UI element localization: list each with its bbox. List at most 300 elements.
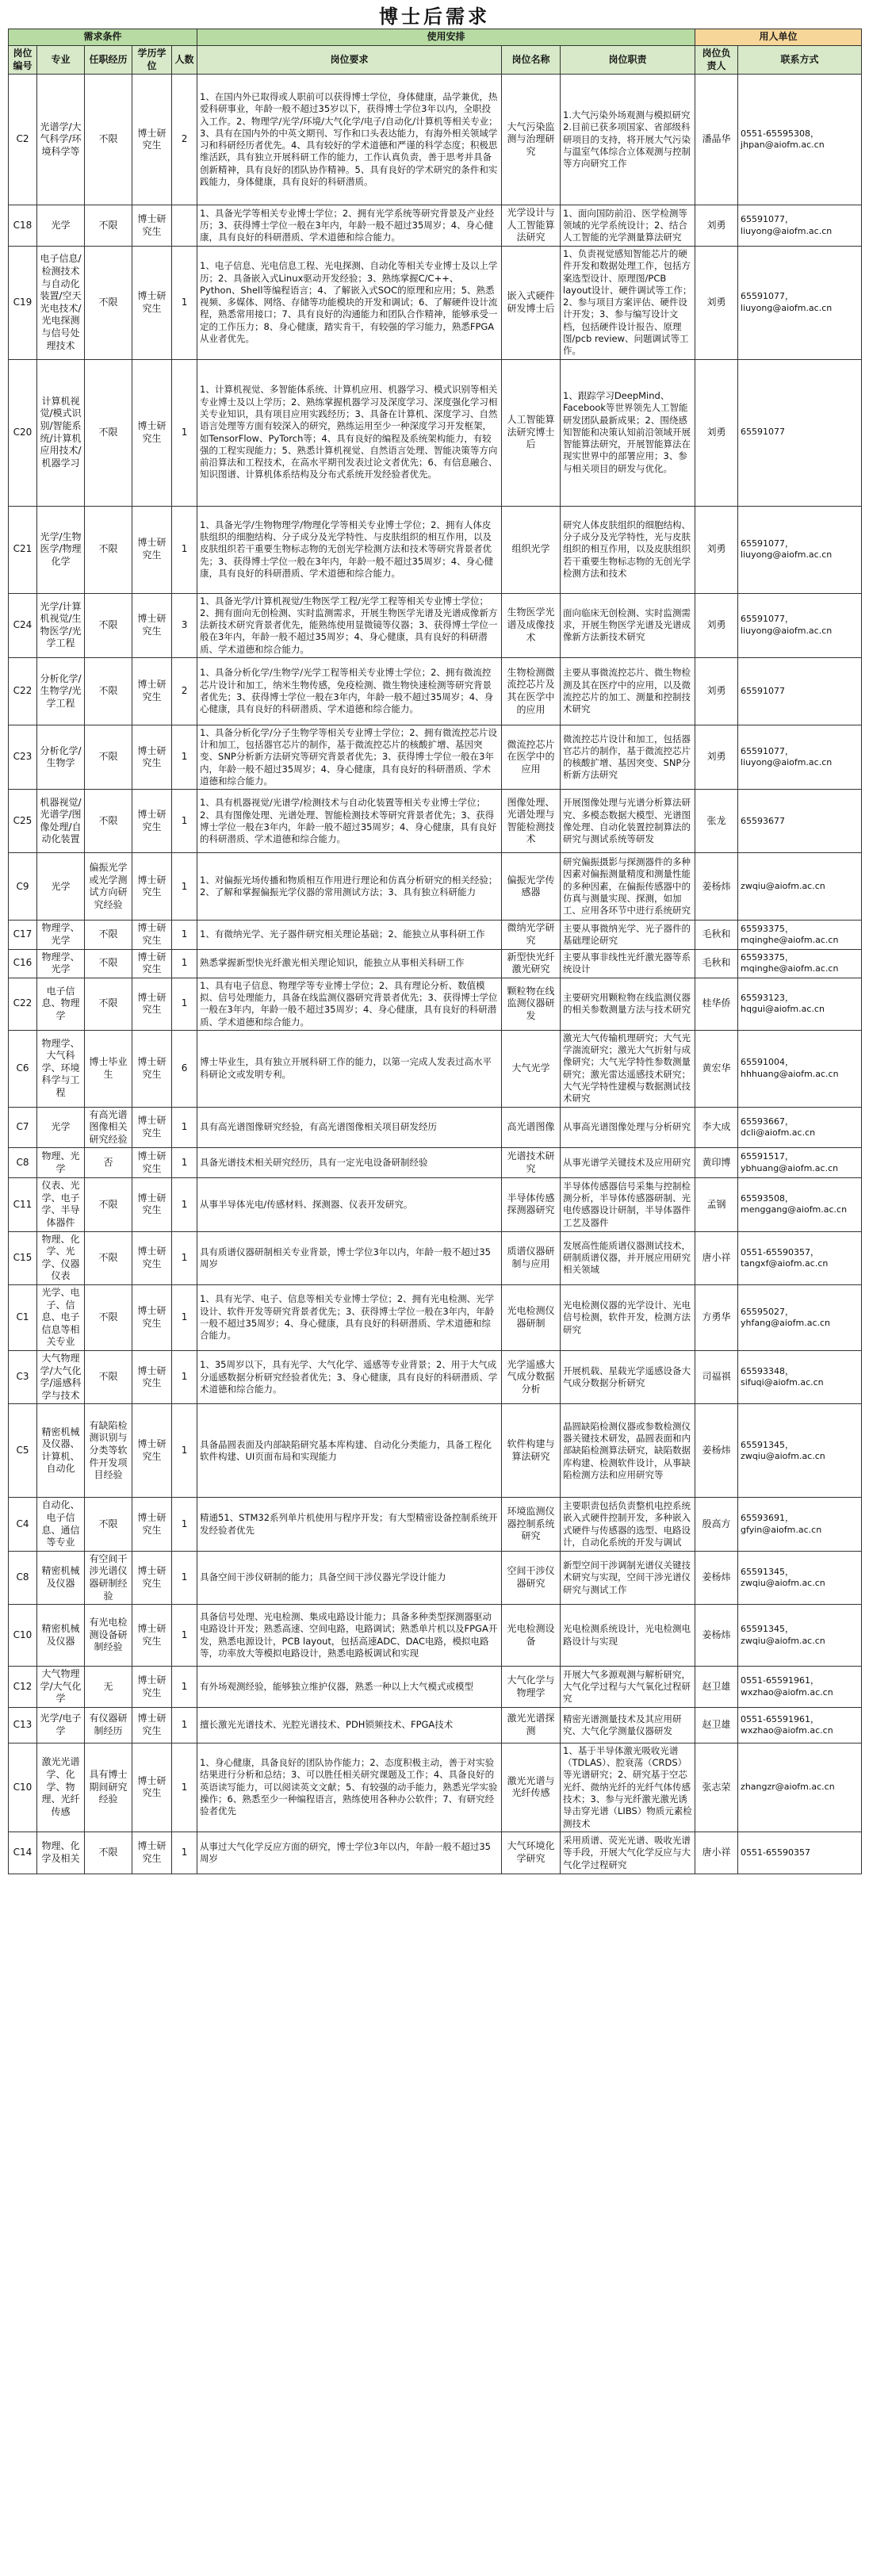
row-contact: 0551-65590357，tangxf@aiofm.ac.cn <box>738 1231 862 1284</box>
row-experience: 博士毕业生 <box>85 1030 132 1107</box>
row-duties: 光电检测仪器的光学设计、光电信号检测，软件开发，检测方法研究 <box>561 1285 695 1351</box>
row-degree: 博士研究生 <box>132 1030 172 1107</box>
row-major: 物理学、大气科学、环境科学与工程 <box>37 1030 85 1107</box>
row-duties: 1、面向国防前沿、医学检测等领域的光学系统设计；2、结合人工智能的光学测量算法研究 <box>561 205 695 247</box>
col-degree-header: 学历学位 <box>132 46 172 75</box>
header-group-unit: 用人单位 <box>695 29 862 46</box>
row-contact: 65591345，zwqiu@aiofm.ac.cn <box>738 1605 862 1667</box>
row-contact: 65593348，sifuqi@aiofm.ac.cn <box>738 1351 862 1404</box>
table-row <box>9 1178 862 1231</box>
row-requirements: 1、有微纳光学、光子器件研究相关理论基础；2、能独立从事科研工作 <box>197 921 502 949</box>
row-code: C10 <box>9 1743 37 1832</box>
row-requirements: 1、在国内外已取得或人职前可以获得博士学位，身体健康，品学兼优，热爱科研事业，年龄一般不超过35岁以下，获得博士学位3年以内，全职投入工作。2、物理学/光学/环境/大气化学/电子/自动化/计算机等相关专业；3、具有在国内外的中英文期刊、写作和口头表达能力，有海外相关领域学习和科研经历者优先。4、具有较好的学术道德和严谨的科学态度；积极思维活跃，具有独立开展科研工作的能力，工作认真负责，善于思考并具备创新精神，具有良好的团队协作精神。5、具有良好的学术研究的条件和实践能力，身体健康，具有良好的科研潜质。 <box>197 75 502 205</box>
row-post-name: 生物检测微流控芯片及其在医学中的应用 <box>502 657 561 725</box>
row-count: 1 <box>172 1551 197 1604</box>
row-degree: 博士研究生 <box>132 1178 172 1231</box>
row-experience: 不限 <box>85 359 132 506</box>
row-count: 1 <box>172 1351 197 1404</box>
row-count: 6 <box>172 1030 197 1107</box>
row-code: C7 <box>9 1107 37 1148</box>
row-count: 1 <box>172 1231 197 1284</box>
col-code-header: 岗位编号 <box>9 46 37 75</box>
col-duties-header: 岗位职责 <box>561 46 695 75</box>
col-leader-header: 岗位负责人 <box>695 46 738 75</box>
row-count: 1 <box>172 246 197 359</box>
row-contact: 65593691，gfyin@aiofm.ac.cn <box>738 1498 862 1551</box>
row-requirements: 具备空间干涉仪研制的能力；具备空间干涉仪器光学设计能力 <box>197 1551 502 1604</box>
row-contact: 65591077 <box>738 359 862 506</box>
document-page <box>8 5 861 1874</box>
row-degree: 博士研究生 <box>132 1404 172 1498</box>
row-requirements: 精通51、STM32系列单片机使用与程序开发；有大型精密设备控制系统开发经验者优先 <box>197 1498 502 1551</box>
row-degree: 博士研究生 <box>132 921 172 949</box>
row-contact: 65591077，liuyong@aiofm.ac.cn <box>738 725 862 789</box>
row-count: 1 <box>172 725 197 789</box>
row-leader: 刘勇 <box>695 205 738 247</box>
row-experience: 不限 <box>85 949 132 978</box>
row-count: 1 <box>172 1404 197 1498</box>
table-row <box>9 853 862 921</box>
row-major: 精密机械及仪器 <box>37 1551 85 1604</box>
row-requirements: 1、具有光学、电子、信息等相关专业博士学位；2、拥有光电检测、光学设计、软件开发等研究背景者优先；3、获得博士学位一般在3年内，年龄一般不超过35周岁；4、身心健康，具有良好的科研潜质、学术道德和综合能力。 <box>197 1285 502 1351</box>
row-requirements: 从事过大气化学反应方面的研究，博士学位3年以内，年龄一般不超过35周岁 <box>197 1832 502 1874</box>
col-post-header: 岗位名称 <box>502 46 561 75</box>
row-requirements: 1、具备光学/生物物理学/物理化学等相关专业博士学位；2、拥有人体皮肤组织的细胞结构、分子成分及光学特性、与皮肤组织的相互作用，以及皮肤组织若干重要生物标志物的无创光学检测方法和技术等研究背景者优先；3、获得博士学位一般在3年内，年龄一般不超过35周岁；4、身心健康，具有良好的科研潜质、学术道德和综合能力。 <box>197 506 502 593</box>
row-experience: 不限 <box>85 1498 132 1551</box>
row-experience: 不限 <box>85 1178 132 1231</box>
row-duties: 面向临床无创检测、实时监测需求，开展生物医学光谱及光谱成像新方法新技术研究 <box>561 593 695 657</box>
row-degree: 博士研究生 <box>132 1351 172 1404</box>
row-major: 光学 <box>37 1107 85 1148</box>
row-requirements: 有外场观测经验，能够独立维护仪器，熟悉一种以上大气模式或模型 <box>197 1667 502 1708</box>
table-row <box>9 1667 862 1708</box>
table-row <box>9 1743 862 1832</box>
row-count: 1 <box>172 978 197 1030</box>
row-code: C9 <box>9 853 37 921</box>
row-code: C22 <box>9 657 37 725</box>
row-major: 大气物理学/大气化学/遥感科学与技术 <box>37 1351 85 1404</box>
row-count <box>172 205 197 247</box>
row-requirements: 具备晶圆表面及内部缺陷研究基本库构建、自动化分类能力，具备工程化软件构建、UI页面布局和实现能力 <box>197 1404 502 1498</box>
row-post-name: 光电检测仪器研制 <box>502 1285 561 1351</box>
row-duties: 新型空间干涉调制光谱仪关键技术研究与实现，空间干涉光谱仪研究与测试工作 <box>561 1551 695 1604</box>
row-major: 光学/计算机视觉/生物医学/光学工程 <box>37 593 85 657</box>
table-row <box>9 790 862 853</box>
row-duties: 采用质谱、荧光光谱、吸收光谱等手段，开展大气化学反应与大气化学过程研究 <box>561 1832 695 1874</box>
row-duties: 主要职责包括负责整机电控系统嵌入式硬件控制开发，多种嵌入式硬件与传感器的选型、电路设计，自动化系统的开发与调试 <box>561 1498 695 1551</box>
row-post-name: 激光光谱探测 <box>502 1707 561 1743</box>
row-major: 物理、光学 <box>37 1148 85 1178</box>
table-row <box>9 921 862 949</box>
row-post-name: 环境监测仪器控制系统研究 <box>502 1498 561 1551</box>
row-count: 1 <box>172 1178 197 1231</box>
row-leader: 刘勇 <box>695 657 738 725</box>
row-contact: 65591004，hhhuang@aiofm.ac.cn <box>738 1030 862 1107</box>
row-major: 光学 <box>37 853 85 921</box>
row-post-name: 微纳光学研究 <box>502 921 561 949</box>
row-leader: 唐小祥 <box>695 1832 738 1874</box>
row-post-name: 人工智能算法研究博士后 <box>502 359 561 506</box>
row-count: 1 <box>172 506 197 593</box>
row-contact: 65591345，zwqiu@aiofm.ac.cn <box>738 1551 862 1604</box>
row-degree: 博士研究生 <box>132 1107 172 1148</box>
row-major: 电子信息、物理学 <box>37 978 85 1030</box>
row-contact: 65593508，menggang@aiofm.ac.cn <box>738 1178 862 1231</box>
row-post-name: 光谱技术研究 <box>502 1148 561 1178</box>
row-count: 1 <box>172 359 197 506</box>
row-degree: 博士研究生 <box>132 1498 172 1551</box>
row-experience: 不限 <box>85 246 132 359</box>
row-major: 分析化学/生物学 <box>37 725 85 789</box>
row-post-name: 大气光学 <box>502 1030 561 1107</box>
row-leader: 司福祺 <box>695 1351 738 1404</box>
row-duties: 微流控芯片设计和加工，包括器官芯片的制作，基于微流控芯片的核酸扩增、基因突变、SNP分析新方法研究 <box>561 725 695 789</box>
row-post-name: 软件构建与算法研究 <box>502 1404 561 1498</box>
table-row <box>9 1605 862 1667</box>
row-degree: 博士研究生 <box>132 506 172 593</box>
row-experience: 不限 <box>85 593 132 657</box>
row-post-name: 光学设计与人工智能算法研究 <box>502 205 561 247</box>
row-duties: 激光大气传输机理研究；大气光学湍流研究；激光大气折射与成像研究；大气光学特性参数测量研究；激光雷达遥感技术研究；大气光学特性建模与数据测试技术研究 <box>561 1030 695 1107</box>
row-duties: 主要从事微纳光学、光子器件的基础理论研究 <box>561 921 695 949</box>
row-requirements: 1、具备分析化学/生物学/光学工程等相关专业博士学位；2、拥有微流控芯片设计和加工，纳米生物传感，免疫检测、微生物快速检测等研究背景者优先；3、获得博士学位一般在3年内，年龄一般不超过35周岁；4、身心健康，具有良好的科研潜质、学术道德和综合能力。 <box>197 657 502 725</box>
row-post-name: 组织光学 <box>502 506 561 593</box>
row-major: 自动化、电子信息、通信等专业 <box>37 1498 85 1551</box>
row-code: C11 <box>9 1178 37 1231</box>
row-requirements: 1、具备光学等相关专业博士学位；2、拥有光学系统等研究背景及产业经历；3、获得博士学位一般在3年内，年龄一般不超过35周岁；4、身心健康，具有良好的科研潜质、学术道德和综合能力。 <box>197 205 502 247</box>
row-code: C21 <box>9 506 37 593</box>
row-post-name: 大气污染监测与治理研究 <box>502 75 561 205</box>
table-row <box>9 1498 862 1551</box>
row-contact: 65591517，ybhuang@aiofm.ac.cn <box>738 1148 862 1178</box>
row-code: C23 <box>9 725 37 789</box>
row-count: 1 <box>172 1148 197 1178</box>
row-experience: 不限 <box>85 1832 132 1874</box>
row-requirements: 1、电子信息、光电信息工程、光电探测、自动化等相关专业博士及以上学历；2、具备嵌入式Linux驱动开发经验；3、熟练掌握C/C++、Python、Shell等编程语言；4、了解嵌入式SOC的原理和应用；5、熟悉视频、多媒体、网络、存储等功能模块的开发和调试；6、了解硬件设计流程，熟悉常用接口；7、具有良好的沟通能力和团队合作精神，能够承受一定的工作压力；8、身心健康，踏实肯干，有较强的学习能力，熟悉FPGA从业者优先。 <box>197 246 502 359</box>
row-post-name: 高光谱图像 <box>502 1107 561 1148</box>
header-group-requirements: 需求条件 <box>9 29 197 46</box>
table-row <box>9 725 862 789</box>
row-leader: 刘勇 <box>695 593 738 657</box>
row-code: C22 <box>9 978 37 1030</box>
row-major: 仪表、光学、电子学、半导体器件 <box>37 1178 85 1231</box>
row-count: 1 <box>172 949 197 978</box>
row-experience: 否 <box>85 1148 132 1178</box>
row-duties: 主要从事微流控芯片、微生物检测及其在医疗中的应用，以及微流控芯片的加工、测量和控制技术研究 <box>561 657 695 725</box>
col-contact-header: 联系方式 <box>738 46 862 75</box>
row-requirements: 1、对偏振光场传播和物质相互作用进行理论和仿真分析研究的相关经验；2、了解和掌握偏振光学仪器的常用测试方法；3、具有独立科研能力 <box>197 853 502 921</box>
row-duties: 开展大气多源观测与解析研究，大气化学过程与大气氧化过程研究 <box>561 1667 695 1708</box>
row-contact: 65593375，mqinghe@aiofm.ac.cn <box>738 921 862 949</box>
table-row <box>9 1107 862 1148</box>
row-duties: 1.大气污染外场观测与模拟研究 2.目前已获多项国家、省部级科研项目的支持，将开展大气污染与温室气体综合立体观测与控制等方向研究工作 <box>561 75 695 205</box>
row-count: 1 <box>172 853 197 921</box>
row-code: C3 <box>9 1351 37 1404</box>
row-contact: 65593375，mqinghe@aiofm.ac.cn <box>738 949 862 978</box>
row-experience: 不限 <box>85 790 132 853</box>
table-row <box>9 1707 862 1743</box>
row-code: C17 <box>9 921 37 949</box>
row-code: C25 <box>9 790 37 853</box>
row-experience: 不限 <box>85 75 132 205</box>
row-code: C19 <box>9 246 37 359</box>
row-experience: 有高光谱图像相关研究经验 <box>85 1107 132 1148</box>
row-post-name: 半导体传感探测器研究 <box>502 1178 561 1231</box>
row-experience: 不限 <box>85 1285 132 1351</box>
row-major: 物理、化学及相关 <box>37 1832 85 1874</box>
row-major: 光学 <box>37 205 85 247</box>
table-row <box>9 1030 862 1107</box>
row-leader: 刘勇 <box>695 359 738 506</box>
row-major: 精密机械及仪器 <box>37 1605 85 1667</box>
row-degree: 博士研究生 <box>132 853 172 921</box>
row-code: C6 <box>9 1030 37 1107</box>
row-experience: 不限 <box>85 1231 132 1284</box>
row-count: 1 <box>172 921 197 949</box>
row-duties: 开展机载、星载光学遥感设备大气成分数据分析研究 <box>561 1351 695 1404</box>
row-requirements: 1、具有机器视觉/光谱学/检测技术与自动化装置等相关专业博士学位；2、具有图像处理、光谱处理、智能检测技术等研究背景者优先；3、获得博士学位一般在3年内，年龄一般不超过35周岁；4、身心健康，具有良好的科研潜质、学术道德和综合能力。 <box>197 790 502 853</box>
row-leader: 殷高方 <box>695 1498 738 1551</box>
row-post-name: 新型快光纤激光研究 <box>502 949 561 978</box>
row-count: 1 <box>172 1832 197 1874</box>
row-leader: 姜杨炜 <box>695 1551 738 1604</box>
row-post-name: 微流控芯片在医学中的应用 <box>502 725 561 789</box>
row-degree: 博士研究生 <box>132 75 172 205</box>
row-leader: 姜杨炜 <box>695 1404 738 1498</box>
col-major-header: 专业 <box>37 46 85 75</box>
row-post-name: 大气环境化学研究 <box>502 1832 561 1874</box>
row-contact: 0551-65591961，wxzhao@aiofm.ac.cn <box>738 1707 862 1743</box>
row-count: 1 <box>172 1107 197 1148</box>
row-count: 1 <box>172 1605 197 1667</box>
row-code: C2 <box>9 75 37 205</box>
row-count: 1 <box>172 1498 197 1551</box>
row-count: 1 <box>172 790 197 853</box>
row-experience: 不限 <box>85 978 132 1030</box>
row-contact: zhangzr@aiofm.ac.cn <box>738 1743 862 1832</box>
row-duties: 研究偏振摄影与探测器件的多种因素对偏振测量精度和测量性能的多种因素，在偏振传感器中的仿真与测量实现、探测，如加工、应用各环节中进行系统研究 <box>561 853 695 921</box>
row-code: C14 <box>9 1832 37 1874</box>
row-contact: 0551-65595308，jhpan@aiofm.ac.cn <box>738 75 862 205</box>
row-degree: 博士研究生 <box>132 1148 172 1178</box>
row-code: C13 <box>9 1707 37 1743</box>
row-major: 物理、化学、光学、仪器仪表 <box>37 1231 85 1284</box>
row-duties: 从事光谱学关键技术及应用研究 <box>561 1148 695 1178</box>
table-row <box>9 949 862 978</box>
row-leader: 毛秋和 <box>695 949 738 978</box>
row-experience: 不限 <box>85 657 132 725</box>
row-major: 机器视觉/光谱学/图像处理/自动化装置 <box>37 790 85 853</box>
row-degree: 博士研究生 <box>132 1605 172 1667</box>
table-row <box>9 506 862 593</box>
row-experience: 无 <box>85 1667 132 1708</box>
row-experience: 有仪器研制经历 <box>85 1707 132 1743</box>
page-title: 博士后需求 <box>379 6 490 28</box>
col-requirements-header: 岗位要求 <box>197 46 502 75</box>
row-leader: 李大成 <box>695 1107 738 1148</box>
row-code: C15 <box>9 1231 37 1284</box>
row-requirements: 1、35周岁以下，具有光学、大气化学、遥感等专业背景；2、用于大气成分遥感数据分析研究经验者优先；3、身心健康，具有良好的科研潜质、学术道德和综合能力。 <box>197 1351 502 1404</box>
row-contact: 65591077，liuyong@aiofm.ac.cn <box>738 205 862 247</box>
row-major: 分析化学/生物学/光学工程 <box>37 657 85 725</box>
row-experience: 有缺陷检测识别与分类等软件开发项目经验 <box>85 1404 132 1498</box>
row-count: 1 <box>172 1707 197 1743</box>
row-contact: 65593677 <box>738 790 862 853</box>
row-leader: 刘勇 <box>695 246 738 359</box>
row-code: C8 <box>9 1551 37 1604</box>
row-major: 物理学、光学 <box>37 949 85 978</box>
table-row <box>9 1148 862 1178</box>
row-contact: 65593123，hqgui@aiofm.ac.cn <box>738 978 862 1030</box>
table-row <box>9 657 862 725</box>
row-degree: 博士研究生 <box>132 1743 172 1832</box>
row-duties: 主要研究用颗粒物在线监测仪器的相关参数测量方法与技术研究 <box>561 978 695 1030</box>
row-duties: 晶圆缺陷检测仪器或参数检测仪器关键技术研发，晶圆表面和内部缺陷检测算法研究，缺陷数据库构建、检测软件设计，从事缺陷检测方法和应用研究等 <box>561 1404 695 1498</box>
row-post-name: 空间干涉仪器研究 <box>502 1551 561 1604</box>
row-leader: 唐小祥 <box>695 1231 738 1284</box>
row-leader: 毛秋和 <box>695 921 738 949</box>
row-duties: 精密光谱测量技术及其应用研究、大气化学测量仪器研发 <box>561 1707 695 1743</box>
row-requirements: 擅长激光光谱技术、光腔光谱技术、PDH锁频技术、FPGA技术 <box>197 1707 502 1743</box>
row-duties: 主要从事非线性光纤激光器等系统设计 <box>561 949 695 978</box>
row-count: 1 <box>172 1667 197 1708</box>
row-contact: 0551-65590357 <box>738 1832 862 1874</box>
row-leader: 赵卫雄 <box>695 1667 738 1708</box>
row-duties: 半导体传感器信号采集与控制检测分析，半导体传感器研制、光电传感器设计研制，半导体器件工艺及器件 <box>561 1178 695 1231</box>
row-duties: 1、基于半导体激光吸收光谱（TDLAS）、腔衰荡（CRDS）等光谱研究；2、研究基于空芯光纤、微纳光纤的光纤气体传感技术；3、参与光纤激光激光诱导击穿光谱（LIBS）物质元素检测技术 <box>561 1743 695 1832</box>
row-contact: 65591077，liuyong@aiofm.ac.cn <box>738 593 862 657</box>
row-requirements: 具备光谱技术相关研究经历，具有一定光电设备研制经验 <box>197 1148 502 1178</box>
row-degree: 博士研究生 <box>132 1832 172 1874</box>
row-experience: 不限 <box>85 506 132 593</box>
row-major: 大气物理学/大气化学 <box>37 1667 85 1708</box>
row-requirements: 熟悉掌握新型快光纤激光相关理论知识，能独立从事相关科研工作 <box>197 949 502 978</box>
row-degree: 博士研究生 <box>132 725 172 789</box>
row-experience: 有空间干涉光谱仪器研制经验 <box>85 1551 132 1604</box>
row-requirements: 1、具备分析化学/分子生物学等相关专业博士学位；2、拥有微流控芯片设计和加工，包括器官芯片的制作，基于微流控芯片的核酸扩增、基因突变、SNP分析新方法研究等研究背景者优先；3、获得博士学位一般在3年内，年龄一般不超过35周岁；4、身心健康，具有良好的科研潜质、学术道德和综合能力。 <box>197 725 502 789</box>
row-degree: 博士研究生 <box>132 593 172 657</box>
table-row <box>9 246 862 359</box>
row-requirements: 1、具有电子信息、物理学等专业博士学位；2、具有理论分析、数值模拟、信号处理能力，具备在线监测仪器研究背景者优先；3、获得博士学位一般在3年内，年龄一般不超过35周岁；4、身心健康，具有良好的科研潜质、学术道德和综合能力。 <box>197 978 502 1030</box>
row-major: 光学/电子学 <box>37 1707 85 1743</box>
row-contact: 65595027，yhfang@aiofm.ac.cn <box>738 1285 862 1351</box>
row-code: C5 <box>9 1404 37 1498</box>
table-row <box>9 1832 862 1874</box>
row-leader: 刘勇 <box>695 506 738 593</box>
row-count: 1 <box>172 1285 197 1351</box>
row-leader: 方勇华 <box>695 1285 738 1351</box>
table-row <box>9 205 862 247</box>
row-experience: 偏振光学或光学测试方向研究经验 <box>85 853 132 921</box>
row-code: C20 <box>9 359 37 506</box>
row-degree: 博士研究生 <box>132 949 172 978</box>
row-experience: 有光电检测设备研制经验 <box>85 1605 132 1667</box>
table-row <box>9 1404 862 1498</box>
row-requirements: 具有质谱仪器研制相关专业背景，博士学位3年以内，年龄一般不超过35周岁 <box>197 1231 502 1284</box>
row-degree: 博士研究生 <box>132 790 172 853</box>
row-contact: zwqiu@aiofm.ac.cn <box>738 853 862 921</box>
row-degree: 博士研究生 <box>132 359 172 506</box>
row-post-name: 大气化学与物理学 <box>502 1667 561 1708</box>
row-major: 光学、电子、信息、电子信息等相关专业 <box>37 1285 85 1351</box>
row-post-name: 光电检测设备 <box>502 1605 561 1667</box>
row-requirements: 具有高光谱图像研究经验，有高光谱图像相关项目研发经历 <box>197 1107 502 1148</box>
row-major: 电子信息/检测技术与自动化装置/空天光电技术/光电探测与信号处理技术 <box>37 246 85 359</box>
row-degree: 博士研究生 <box>132 1667 172 1708</box>
row-major: 计算机视觉/模式识别/智能系统/计算机应用技术/机器学习 <box>37 359 85 506</box>
row-leader: 潘晶华 <box>695 75 738 205</box>
header-group-arrangement: 使用安排 <box>197 29 695 46</box>
row-leader: 黄宏华 <box>695 1030 738 1107</box>
row-code: C8 <box>9 1148 37 1178</box>
row-post-name: 偏振光学传感器 <box>502 853 561 921</box>
row-code: C10 <box>9 1605 37 1667</box>
row-requirements: 1、计算机视觉、多智能体系统、计算机应用、机器学习、模式识别等相关专业博士及以上学历；2、熟练掌握机器学习及深度学习、深度强化学习相关专业知识，具有项目应用实践经历；3、具备在计算机、深度学习、自然语言处理等方面有较深入的研究，熟练运用至少一种深度学习开发框架，如TensorFlow、PyTorch等；4、具有良好的编程及系统架构能力，有较强的工程实现能力；5、熟悉计算机视觉、自然语言处理、智能决策等方向前沿算法和工程技术，在高水平期刊发表过论文者优先；6、有信息融合、知识图谱、计算机体系结构及分布式系统开发经验者优先。 <box>197 359 502 506</box>
table-row <box>9 978 862 1030</box>
row-requirements: 1、具备光学/计算机视觉/生物医学工程/光学工程等相关专业博士学位；2、拥有面向无创检测、实时监测需求，开展生物医学光谱及光谱成像新方法新技术研究背景者优先，能熟练使用显微镜等仪器；3、获得博士学位一般在3年内，年龄一般不超过35周岁；4、身心健康，具有良好的科研潜质、学术道德和综合能力。 <box>197 593 502 657</box>
table-row <box>9 1351 862 1404</box>
row-degree: 博士研究生 <box>132 657 172 725</box>
row-code: C24 <box>9 593 37 657</box>
row-leader: 孟钢 <box>695 1178 738 1231</box>
col-count-header: 人数 <box>172 46 197 75</box>
row-requirements: 具备信号处理、光电检测、集成电路设计能力；具备多种类型探测器驱动电路设计开发；熟悉高速、空间电路，电路调试；熟悉单片机以及FPGA开发，熟悉电源设计，PCB layout，包括高速ADC、DAC电路，模拟电路等，功率放大等模拟电路设计，熟悉电路板调试和实现 <box>197 1605 502 1667</box>
row-duties: 发展高性能质谱仪器测试技术，研制质谱仪器，并开展应用研究相关领域 <box>561 1231 695 1284</box>
row-post-name: 光学遥感大气成分数据分析 <box>502 1351 561 1404</box>
row-requirements: 博士毕业生，具有独立开展科研工作的能力，以第一完成人发表过高水平科研论文或发明专利。 <box>197 1030 502 1107</box>
row-contact: 65593667，dcli@aiofm.ac.cn <box>738 1107 862 1148</box>
row-duties: 从事高光谱图像处理与分析研究 <box>561 1107 695 1148</box>
row-leader: 赵卫雄 <box>695 1707 738 1743</box>
table-row <box>9 593 862 657</box>
row-post-name: 颗粒物在线监测仪器研发 <box>502 978 561 1030</box>
row-major: 光学/生物医学/物理化学 <box>37 506 85 593</box>
table-row <box>9 359 862 506</box>
row-requirements: 1、身心健康，具备良好的团队协作能力；2、态度积极主动，善于对实验结果进行分析和总结；3、可以胜任相关研究课题及工作；4、具备良好的英语读写能力，可以阅读英文文献；5、有较强的动手能力，熟悉光学实验操作；6、熟悉至少一种编程语言，熟练使用各种办公软件；7、有研究经验者优先 <box>197 1743 502 1832</box>
row-requirements: 从事半导体光电/传感材料、探测器、仪表开发研究。 <box>197 1178 502 1231</box>
row-leader: 桂华侨 <box>695 978 738 1030</box>
row-leader: 黄印博 <box>695 1148 738 1178</box>
row-contact: 65591077，liuyong@aiofm.ac.cn <box>738 246 862 359</box>
table-row <box>9 1231 862 1284</box>
row-leader: 张龙 <box>695 790 738 853</box>
row-code: C16 <box>9 949 37 978</box>
row-post-name: 激光光谱与光纤传感 <box>502 1743 561 1832</box>
row-count: 2 <box>172 657 197 725</box>
row-major: 光谱学/大气科学/环境科学等 <box>37 75 85 205</box>
row-count: 1 <box>172 1743 197 1832</box>
row-post-name: 生物医学光谱及成像技术 <box>502 593 561 657</box>
row-degree: 博士研究生 <box>132 1231 172 1284</box>
row-duties: 1、负责视觉感知智能芯片的硬件开发和数据处理工作，包括方案选型设计、原理图/PCB layout设计、硬件调试等工作；2、参与项目方案评估、硬件设计开发；3、参与编写设计文档，包括硬件设计报告、原理图/pcb review、问题调试等工作。 <box>561 246 695 359</box>
row-major: 物理学、光学 <box>37 921 85 949</box>
row-count: 3 <box>172 593 197 657</box>
row-major: 激光光谱学、化学、物理、光纤传感 <box>37 1743 85 1832</box>
row-code: C18 <box>9 205 37 247</box>
col-experience-header: 任职经历 <box>85 46 132 75</box>
row-degree: 博士研究生 <box>132 1285 172 1351</box>
row-experience: 具有博士期间研究经验 <box>85 1743 132 1832</box>
row-experience: 不限 <box>85 725 132 789</box>
row-duties: 开展图像处理与光谱分析算法研究、多模态数据大模型、光谱图像处理、自动化装置控制算法的研究与测试系统等研发 <box>561 790 695 853</box>
row-experience: 不限 <box>85 1351 132 1404</box>
row-duties: 光电检测系统设计，光电检测电路设计与实现 <box>561 1605 695 1667</box>
row-contact: 65591345，zwqiu@aiofm.ac.cn <box>738 1404 862 1498</box>
row-leader: 姜杨炜 <box>695 1605 738 1667</box>
row-degree: 博士研究生 <box>132 1707 172 1743</box>
row-count: 2 <box>172 75 197 205</box>
row-post-name: 图像处理、光谱处理与智能检测技术 <box>502 790 561 853</box>
